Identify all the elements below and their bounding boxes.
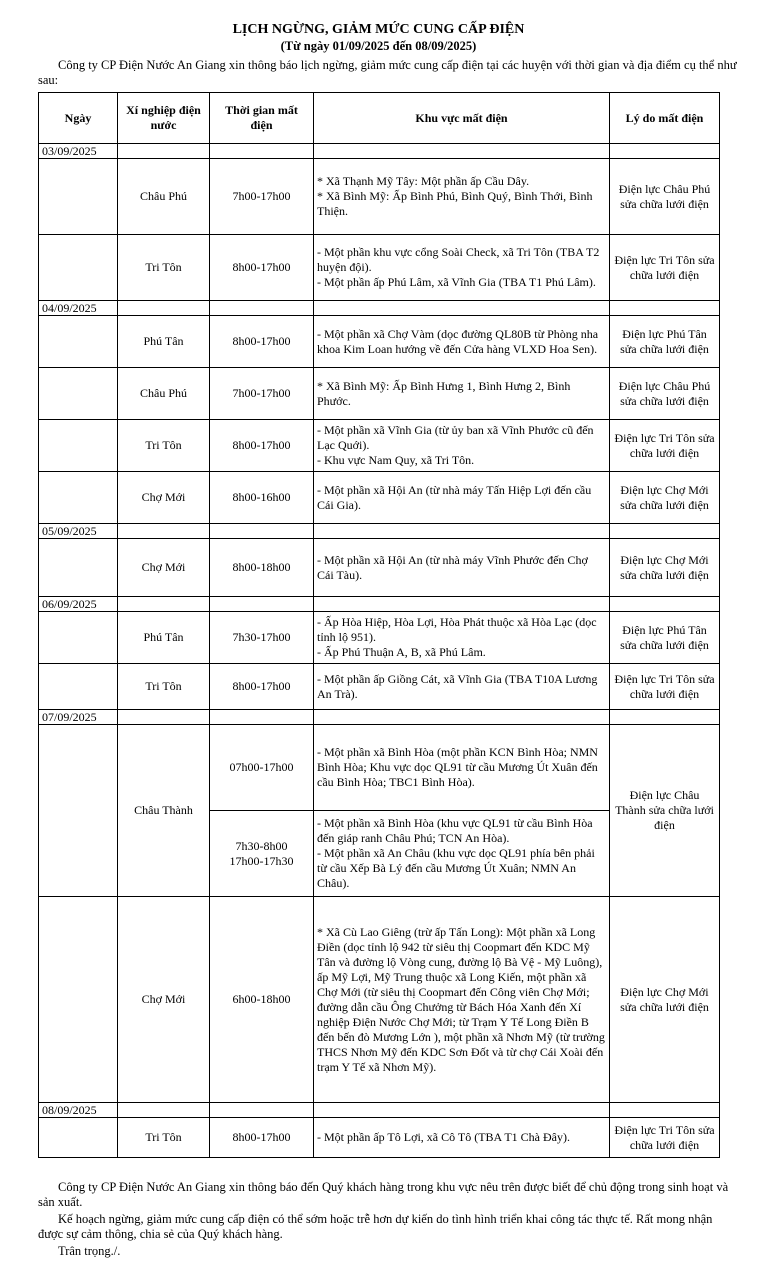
reason-cell: Điện lực Phú Tân sửa chữa lưới điện	[610, 316, 720, 368]
unit-cell: Châu Phú	[118, 368, 210, 420]
date-row	[39, 301, 720, 316]
page-title: LỊCH NGỪNG, GIẢM MỨC CUNG CẤP ĐIỆN	[232, 22, 525, 37]
reason-cell: Điện lực Chợ Mới sửa chữa lưới điện	[610, 539, 720, 597]
header-area: Khu vực mất điện	[314, 93, 610, 144]
date-row	[39, 1103, 720, 1118]
table-row	[39, 664, 720, 710]
reason-cell: Điện lực Châu Phú sửa chữa lưới điện	[610, 368, 720, 420]
area-cell: * Xã Bình Mỹ: Ấp Bình Hưng 1, Bình Hưng 2, Bình Phước.	[314, 368, 610, 420]
unit-cell: Châu Phú	[118, 159, 210, 235]
table-row	[39, 897, 720, 1103]
time-cell: 7h30-17h00	[210, 612, 314, 664]
time-cell: 8h00-17h00	[210, 1118, 314, 1158]
reason-cell: Điện lực Tri Tôn sửa chữa lưới điện	[610, 1118, 720, 1158]
date-row	[39, 710, 720, 725]
area-cell: - Một phần xã Vĩnh Gia (từ ủy ban xã Vĩnh Phước cũ đến Lạc Quới). - Khu vực Nam Quy, xã Tri Tôn.	[314, 420, 610, 472]
page-subtitle: (Từ ngày 01/09/2025 đến 08/09/2025)	[280, 39, 477, 53]
unit-cell: Tri Tôn	[118, 664, 210, 710]
reason-cell: Điện lực Châu Phú sửa chữa lưới điện	[610, 159, 720, 235]
schedule-table	[38, 92, 720, 1158]
area-cell: - Một phần ấp Tô Lợi, xã Cô Tô (TBA T1 Chà Đây).	[314, 1118, 610, 1158]
table-row	[39, 725, 720, 811]
reason-cell: Điện lực Châu Thành sửa chữa lưới điện	[610, 725, 720, 897]
table-row	[39, 612, 720, 664]
table-row	[39, 420, 720, 472]
time-cell: 8h00-17h00	[210, 316, 314, 368]
time-cell: 8h00-17h00	[210, 664, 314, 710]
header-reason: Lý do mất điện	[610, 93, 720, 144]
unit-cell: Phú Tân	[118, 612, 210, 664]
unit-cell: Châu Thành	[118, 725, 210, 897]
time-cell: 8h00-16h00	[210, 472, 314, 524]
header-unit: Xí nghiệp điện nước	[118, 93, 210, 144]
footer-closing: Trân trọng./.	[58, 1244, 121, 1258]
date-cell: 03/09/2025	[39, 144, 118, 159]
area-cell: * Xã Cù Lao Giêng (trừ ấp Tấn Long): Một phần xã Long Điền (dọc tỉnh lộ 942 từ siêu thị Coopmart đến KDC Mỹ Tân và đường lộ Vòng cung, đường lộ Bà Vệ - Mỹ Luông), ấp Mỹ Lợi, Mỹ Trung thuộc xã Long Kiến, một phần xã Chợ Mới (từ siêu thị Coopmart đến Công viên Chợ Mới; đường dẫn cầu Ông Chưởng từ Bách Hóa Xanh đến Xí nghiệp Điện Nước Chợ Mới; từ Trạm Y Tế Long Điền B đến bến đò Mương Lớn ), một phần xã Nhơn Mỹ (từ trường THCS Nhơn Mỹ đến KDC Sơn Đốt và từ chợ Cái Xoài đến trạm Y Tế xã Nhơn Mỹ).	[314, 897, 610, 1103]
table-row	[39, 539, 720, 597]
unit-cell: Tri Tôn	[118, 235, 210, 301]
reason-cell: Điện lực Tri Tôn sửa chữa lưới điện	[610, 420, 720, 472]
area-cell: - Một phần xã Chợ Vàm (dọc đường QL80B từ Phòng nha khoa Kim Loan hướng về đến Cửa hàng VLXD Hoa Sen).	[314, 316, 610, 368]
table-row	[39, 159, 720, 235]
unit-cell: Tri Tôn	[118, 420, 210, 472]
date-row	[39, 524, 720, 539]
header-time: Thời gian mất điện	[210, 93, 314, 144]
area-cell: - Một phần ấp Giồng Cát, xã Vĩnh Gia (TBA T10A Lương An Trà).	[314, 664, 610, 710]
footer-paragraph-2: Kế hoạch ngừng, giảm mức cung cấp điện có thể sớm hoặc trễ hơn dự kiến do tình hình triển khai công tác thực tế. Rất mong nhận được sự cảm thông, chia sẻ của Quý khách hàng.	[38, 1212, 713, 1241]
unit-cell: Tri Tôn	[118, 1118, 210, 1158]
date-cell: 07/09/2025	[39, 710, 118, 725]
reason-cell: Điện lực Tri Tôn sửa chữa lưới điện	[610, 664, 720, 710]
time-cell: 7h00-17h00	[210, 159, 314, 235]
area-cell: - Một phần xã Hội An (từ nhà máy Tấn Hiệp Lợi đến cầu Cái Gia).	[314, 472, 610, 524]
table-row	[39, 472, 720, 524]
footer-paragraph-1: Công ty CP Điện Nước An Giang xin thông báo đến Quý khách hàng trong khu vực nêu trên được biết để chủ động trong sinh hoạt và sản xuất.	[38, 1180, 729, 1209]
time-cell: 8h00-17h00	[210, 235, 314, 301]
unit-cell: Chợ Mới	[118, 472, 210, 524]
reason-cell: Điện lực Tri Tôn sửa chữa lưới điện	[610, 235, 720, 301]
date-row	[39, 144, 720, 159]
time-cell: 6h00-18h00	[210, 897, 314, 1103]
table-row	[39, 368, 720, 420]
date-cell: 05/09/2025	[39, 524, 118, 539]
area-cell: - Một phần khu vực cổng Soài Check, xã Tri Tôn (TBA T2 huyện đội). - Một phần ấp Phú Lâm, xã Vĩnh Gia (TBA T1 Phú Lâm).	[314, 235, 610, 301]
time-cell: 7h00-17h00	[210, 368, 314, 420]
time-cell: 07h00-17h00	[210, 725, 314, 811]
reason-cell: Điện lực Chợ Mới sửa chữa lưới điện	[610, 897, 720, 1103]
unit-cell: Chợ Mới	[118, 897, 210, 1103]
date-cell: 06/09/2025	[39, 597, 118, 612]
reason-cell: Điện lực Chợ Mới sửa chữa lưới điện	[610, 472, 720, 524]
table-row	[39, 1118, 720, 1158]
table-row	[39, 316, 720, 368]
time-cell: 8h00-17h00	[210, 420, 314, 472]
table-header-row	[39, 93, 720, 144]
area-cell: * Xã Thạnh Mỹ Tây: Một phần ấp Cầu Dây. * Xã Bình Mỹ: Ấp Bình Phú, Bình Quý, Bình Thới, Bình Thiện.	[314, 159, 610, 235]
unit-cell: Chợ Mới	[118, 539, 210, 597]
intro-paragraph: Công ty CP Điện Nước An Giang xin thông báo lịch ngừng, giảm mức cung cấp điện tại các huyện với thời gian và địa điểm cụ thể như sau:	[38, 58, 737, 87]
date-cell: 04/09/2025	[39, 301, 118, 316]
time-cell: 7h30-8h00 17h00-17h30	[210, 811, 314, 897]
date-row	[39, 597, 720, 612]
area-cell: - Ấp Hòa Hiệp, Hòa Lợi, Hòa Phát thuộc xã Hòa Lạc (dọc tỉnh lộ 951). - Ấp Phú Thuận A, B, xã Phú Lâm.	[314, 612, 610, 664]
unit-cell: Phú Tân	[118, 316, 210, 368]
header-date: Ngày	[39, 93, 118, 144]
area-cell: - Một phần xã Hội An (từ nhà máy Vĩnh Phước đến Chợ Cái Tàu).	[314, 539, 610, 597]
date-cell: 08/09/2025	[39, 1103, 118, 1118]
time-cell: 8h00-18h00	[210, 539, 314, 597]
area-cell: - Một phần xã Bình Hòa (một phần KCN Bình Hòa; NMN Bình Hòa; Khu vực dọc QL91 từ cầu Mương Út Xuân đến cầu Bình Hòa; TBC1 Bình Hòa).	[314, 725, 610, 811]
table-row	[39, 235, 720, 301]
area-cell: - Một phần xã Bình Hòa (khu vực QL91 từ cầu Bình Hòa đến giáp ranh Châu Phú; TCN An Hòa). - Một phần xã An Châu (khu vực dọc QL91 phía bên phải từ cầu Xếp Bà Lý đến cầu Mương Út Xuân; NMN An Châu).	[314, 811, 610, 897]
reason-cell: Điện lực Phú Tân sửa chữa lưới điện	[610, 612, 720, 664]
